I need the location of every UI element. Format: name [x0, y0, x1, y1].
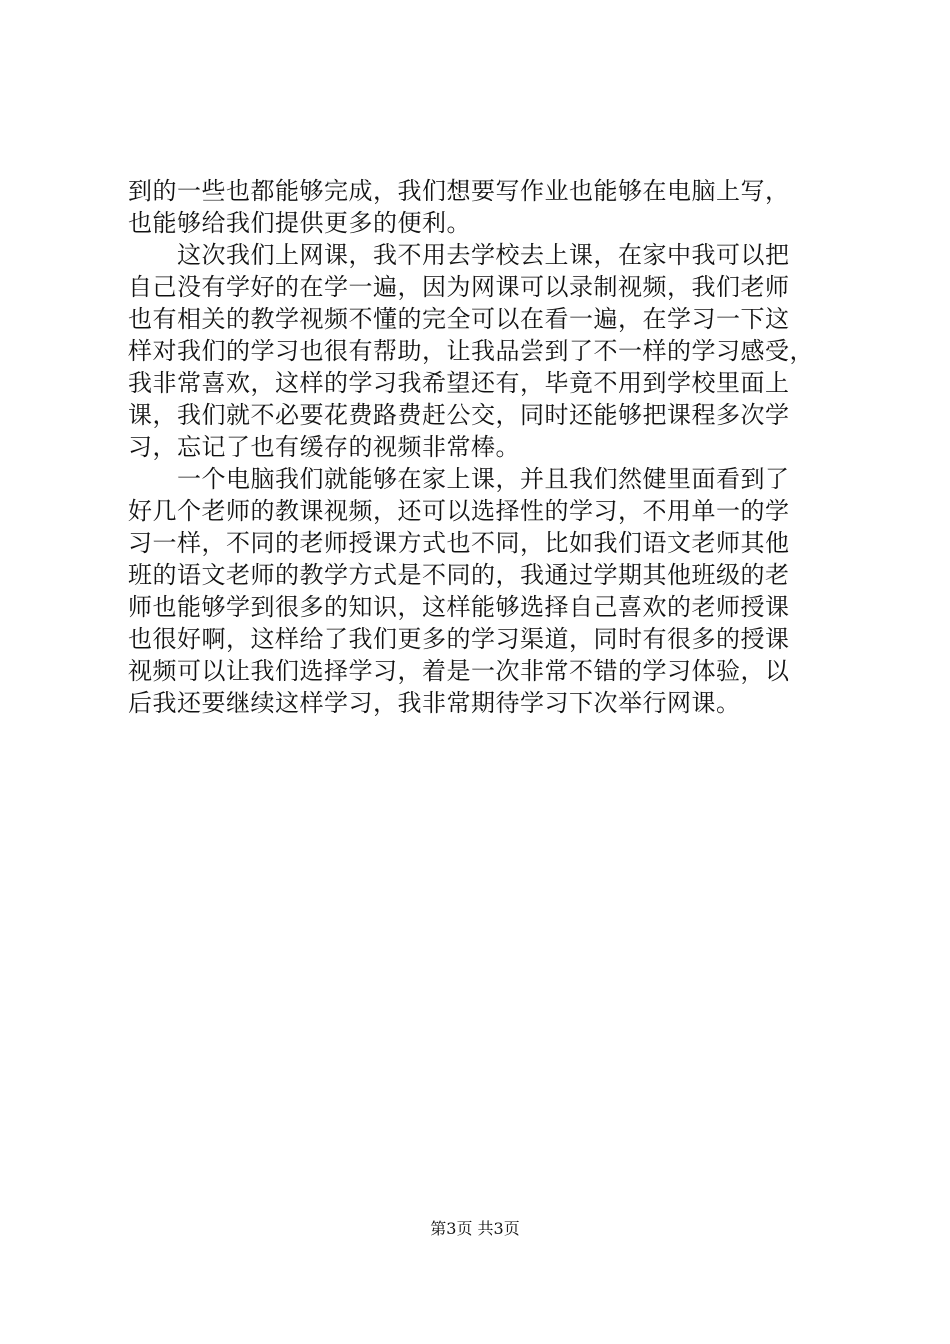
page-number-footer: 第3页 共3页: [430, 1219, 520, 1238]
paragraph-line: 我非常喜欢，这样的学习我希望还有，毕竟不用到学校里面上: [128, 369, 790, 397]
paragraph-line: 样对我们的学习也很有帮助，让我品尝到了不一样的学习感受，: [128, 337, 814, 365]
paragraph-line: 这次我们上网课，我不用去学校去上课，在家中我可以把: [177, 241, 790, 269]
paragraph-line: 习，忘记了也有缓存的视频非常棒。: [128, 433, 520, 461]
paragraph-line: 也有相关的教学视频不懂的完全可以在看一遍，在学习一下这: [128, 305, 790, 333]
paragraph-line: 习一样，不同的老师授课方式也不同，比如我们语文老师其他: [128, 529, 790, 557]
paragraph-line: 后我还要继续这样学习，我非常期待学习下次举行网课。: [128, 689, 741, 717]
paragraph-3: [128, 463, 850, 719]
paragraph-line: 到的一些也都能够完成，我们想要写作业也能够在电脑上写，: [128, 177, 790, 205]
paragraph-1: [128, 175, 850, 239]
paragraph-line: 视频可以让我们选择学习，着是一次非常不错的学习体验，以: [128, 657, 790, 685]
paragraph-line: 师也能够学到很多的知识，这样能够选择自己喜欢的老师授课: [128, 593, 790, 621]
paragraph-line: 班的语文老师的教学方式是不同的，我通过学期其他班级的老: [128, 561, 790, 589]
document-body: [128, 175, 850, 719]
paragraph-line: 一个电脑我们就能够在家上课，并且我们然健里面看到了: [177, 465, 790, 493]
paragraph-2: [128, 239, 850, 463]
paragraph-line: 课，我们就不必要花费路费赶公交，同时还能够把课程多次学: [128, 401, 790, 429]
paragraph-line: 也很好啊，这样给了我们更多的学习渠道，同时有很多的授课: [128, 625, 790, 653]
paragraph-line: 自己没有学好的在学一遍，因为网课可以录制视频，我们老师: [128, 273, 790, 301]
paragraph-line: 好几个老师的教课视频，还可以选择性的学习，不用单一的学: [128, 497, 790, 525]
paragraph-line: 也能够给我们提供更多的便利。: [128, 209, 471, 237]
